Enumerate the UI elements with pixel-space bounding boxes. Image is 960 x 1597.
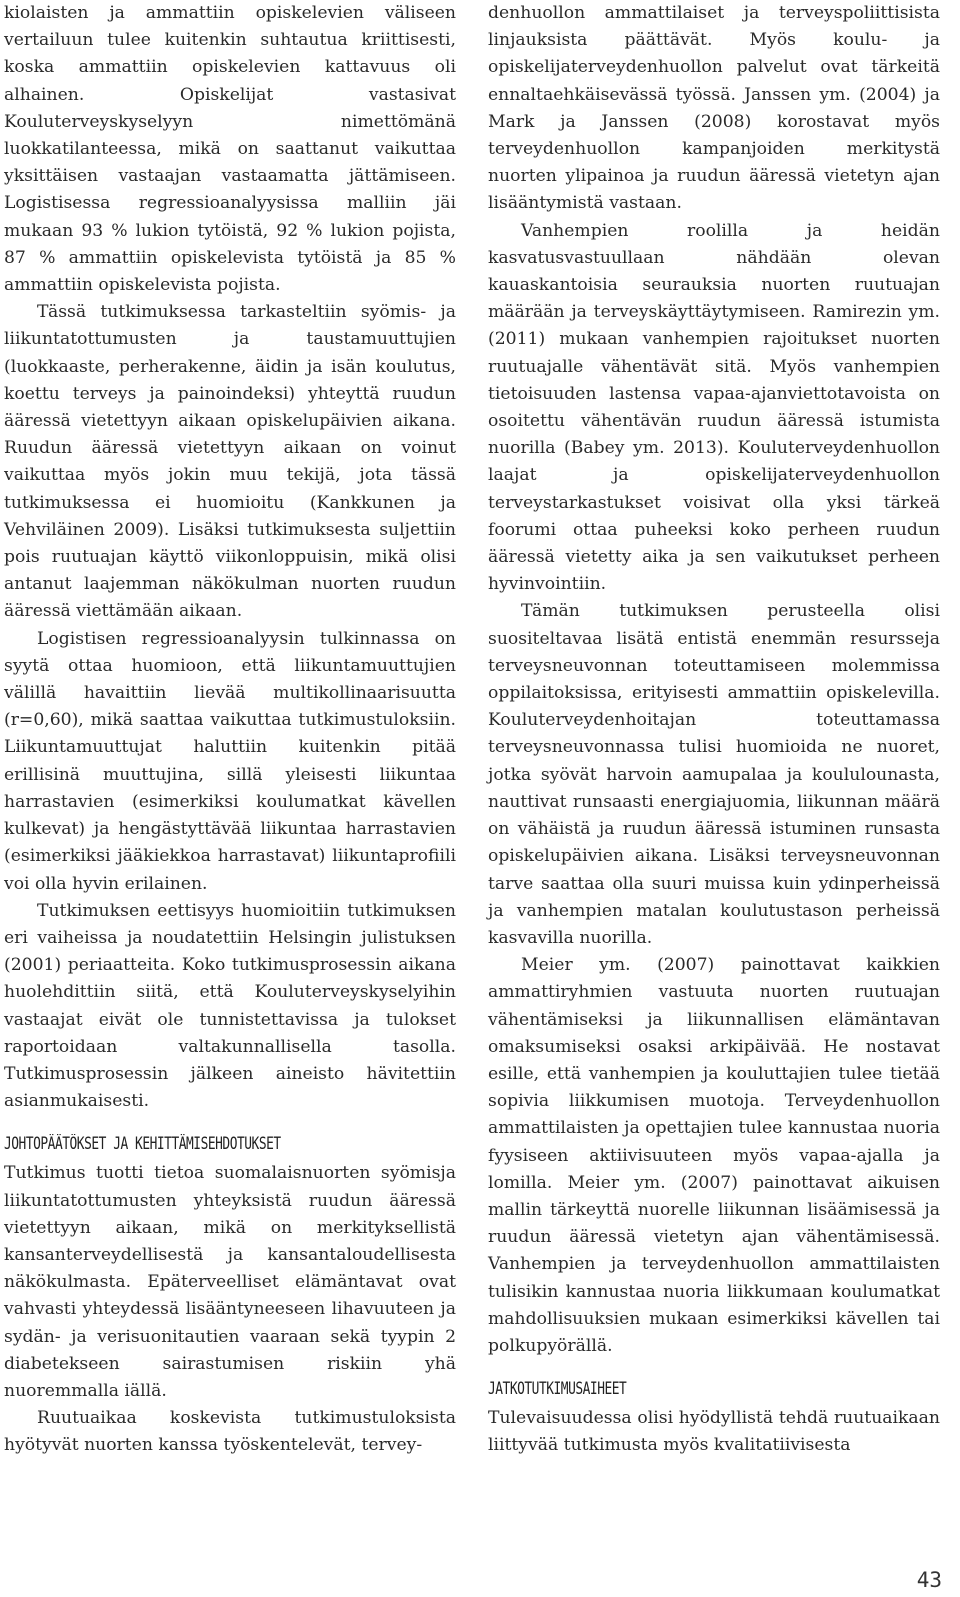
paragraph: Tulevaisuudessa olisi hyödyllistä tehdä ruutuaikaan liittyvää tutkimusta myös kvalitatiivisesta [488,1408,940,1456]
page-number: 43 [916,1568,942,1592]
paragraph: Tämän tutkimuksen perusteella olisi suositeltavaa lisätä entistä enemmän resursseja terveysneuvonnan toteuttamiseen molemmissa oppilaitoksissa, erityisesti ammattiin opiskelevilla. Kouluterveydenhoitajan toteuttamassa terveysneuvonnassa tulisi huomioida ne nuoret, jotka syövät harvoin aamupalaa ja koululounasta, nauttivat runsaasti energiajuomia, liikunnan määrä on vähäistä ja ruudun ääressä istuminen runsasta opiskelupäivien aikana. Lisäksi terveysneuvonnan tarve saattaa olla suuri muissa kuin ydinperheissä ja vanhempien matalan koulutustason perheissä kasvavilla nuorilla. [488,601,940,948]
section-heading: JATKOTUTKIMUSAIHEET [488,1379,627,1399]
paragraph: denhuollon ammattilaiset ja terveyspoliittisista linjauksista päättävät. Myös koulu- ja opiskelijaterveydenhuollon palvelut ovat tärkeitä ennaltaehkäisevässä työssä. Janssen ym. (2004) ja Mark ja Janssen (2008) korostavat myös terveydenhuollon kampanjoiden merkitystä nuorten ylipainoa ja ruudun ääressä vietetyn ajan lisääntymistä vastaan. [488,3,940,214]
paragraph: Vanhempien roolilla ja heidän kasvatusvastuullaan nähdään olevan kauaskantoisia seurauksia nuorten ruutuajan määrään ja terveyskäyttäytymiseen. Ramirezin ym. (2011) mukaan vanhempien rajoitukset nuorten ruutuajalle vähentävät sitä. Myös vanhempien tietoisuuden lastensa vapaa-ajanviettotavoista on osoitettu vähentävän ruudun ääressä istumista nuorilla (Babey ym. 2013). Kouluterveydenhuollon laajat ja opiskelijaterveydenhuollon terveystarkastukset voisivat olla yksi tärkeä foorumi ottaa puheeksi koko perheen ruudun ääressä vietetty aika ja sen vaikutukset perheen hyvinvointiin. [488,220,940,595]
paragraph: Ruutuaikaa koskevista tutkimustuloksista hyötyvät nuorten kanssa työskentelevät, tervey- [4,1408,456,1456]
paragraph: Tutkimus tuotti tietoa suomalaisnuorten syömisja liikuntatottumusten yhteyksistä ruudun ääressä vietettyyn aikaan, mikä on merkityksellistä kansanterveydellisestä ja kansantaloudellisesta näkökulmasta. Epäterveelliset elämäntavat ovat vahvasti yhteydessä lisääntyneeseen lihavuuteen ja sydän- ja verisuonitautien vaaraan sekä tyypin 2 diabetekseen sairastumisen riskiin yhä nuoremmalla iällä. [4,1163,456,1401]
left-column [4,0,456,1460]
paragraph: Tässä tutkimuksessa tarkasteltiin syömis- ja liikuntatottumusten ja taustamuuttujien (luokkaaste, perherakenne, äidin ja isän koulutus, koettu terveys ja painoindeksi) yhteyttä ruudun ääressä vietettyyn aikaan opiskelupäivien aikana. Ruudun ääressä vietettyyn aikaan on voinut vaikuttaa myös jokin muu tekijä, jota tässä tutkimuksessa ei huomioitu (Kankkunen ja Vehviläinen 2009). Lisäksi tutkimuksesta suljettiin pois ruutuajan käyttö viikonloppuisin, mikä olisi antanut laajemman näkökulman nuorten ruudun ääressä viettämään aikaan. [4,302,456,622]
paragraph: Meier ym. (2007) painottavat kaikkien ammattiryhmien vastuuta nuorten ruutuajan vähentämiseksi ja liikunnallisen elämäntavan omaksumiseksi osaksi arkipäivää. He nostavat esille, että vanhempien ja kouluttajien tulee tietää sopivia liikkumisen muotoja. Terveydenhuollon ammattilaisten ja opettajien tulee kannustaa nuoria fyysiseen aktiivisuuteen myös vapaa-ajalla ja lomilla. Meier ym. (2007) painottavat aikuisen mallin tärkeyttä nuorelle liikunnan lisäämisessä ja ruudun ääressä vietetyn ajan vähentämisessä. Vanhempien ja terveydenhuollon ammattilaisten tulisikin kannustaa nuoria liikkumaan koulumatkat mahdollisuuksien mukaan esimerkiksi kävellen tai polkupyörällä. [488,955,940,1356]
right-column [488,0,940,1460]
paragraph: Tutkimuksen eettisyys huomioitiin tutkimuksen eri vaiheissa ja noudatettiin Helsingin julistuksen (2001) periaatteita. Koko tutkimusprosessin aikana huolehdittiin siitä, että Kouluterveyskyselyihin vastaajat eivät ole tunnistettavissa ja tulokset raportoidaan valtakunnallisella tasolla. Tutkimusprosessin jälkeen aineisto hävitettiin asianmukaisesti. [4,900,456,1112]
paragraph: Logistisen regressioanalyysin tulkinnassa on syytä ottaa huomioon, että liikuntamuuttujien välillä havaittiin lievää multikollinaarisuutta (r=0,60), mikä saattaa vaikuttaa tutkimustuloksiin. Liikuntamuuttujat haluttiin kuitenkin pitää erillisinä muuttujina, sillä yleisesti liikuntaa harrastavien (esimerkiksi koulumatkat kävellen kulkevat) ja hengästyttävää liikuntaa harrastavien (esimerkiksi jääkiekkoa harrastavat) liikuntaprofiili voi olla hyvin erilainen. [4,628,456,894]
section-heading: JOHTOPÄÄTÖKSET JA KEHITTÄMISEHDOTUKSET [4,1134,281,1154]
paragraph: kiolaisten ja ammattiin opiskelevien väliseen vertailuun tulee kuitenkin suhtautua kriittisesti, koska ammattiin opiskelevien kattavuus oli alhainen. Opiskelijat vastasivat Kouluterveyskyselyyn nimettömänä luokkatilanteessa, mikä on saattanut vaikuttaa yksittäisen vastaajan vastaamatta jättämiseen. Logistisessa regressioanalyysissa malliin jäi mukaan 93 % lukion tytöistä, 92 % lukion pojista, 87 % ammattiin opiskelevista tytöistä ja 85 % ammattiin opiskelevista pojista. [4,3,456,296]
